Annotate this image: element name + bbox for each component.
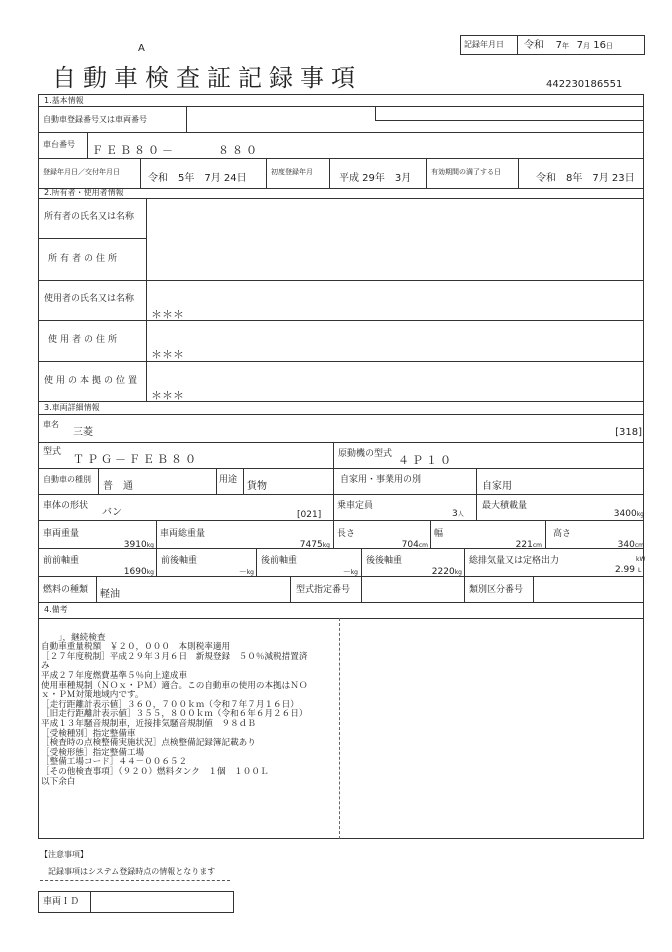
section2-heading: 2.所有者・使用者情報 [44, 188, 124, 197]
record-date-value: 令和 7年 7月 16日 [524, 40, 613, 51]
maker-value: 三菱 [73, 427, 93, 438]
capacity-label: 乗車定員 [337, 501, 374, 511]
remarks-line: ［２７年度税制］平成２９年３月６日 新規登録 ５０％減税措置済 [41, 651, 308, 662]
front-front-axle-value: 1690kg [123, 567, 154, 577]
user-addr-label: 使用者の住所 [48, 335, 121, 345]
remarks-line: ［整備工場コード］４４－００６５２ [41, 757, 188, 768]
remarks-line: ［走行距離計表示値］３６０，７００ｋｍ（令和７年７月１６日） [41, 699, 299, 710]
kind-label: 自動車の種別 [43, 475, 91, 484]
weight-value: 3910kg [123, 540, 154, 550]
base-location-label: 使用の本拠の位置 [44, 376, 141, 386]
capacity-value: 3人 [452, 509, 464, 519]
width-value: 221cm [515, 540, 542, 550]
remarks-line: ［その他検査事項］（９２０）燃料タンク １個 １００Ｌ [41, 766, 269, 777]
base-location-value: ＊＊＊ [151, 389, 184, 402]
reg-date-label: 登録年月日／交付年月日 [43, 168, 120, 176]
use-label: 用途 [219, 475, 238, 485]
front-rear-axle-label: 前後軸重 [161, 556, 198, 566]
use-value: 貨物 [247, 481, 267, 492]
first-reg-label: 初度登録年月 [271, 168, 313, 176]
user-addr-value: ＊＊＊ [151, 348, 184, 361]
fuel-type-label: 燃料の種類 [43, 585, 89, 595]
remarks-line: 平成２７年度燃費基準５％向上達成車 [41, 670, 188, 681]
user-name-value: ＊＊＊ [151, 308, 184, 321]
rear-front-axle-label: 後前軸重 [261, 556, 298, 566]
width-label: 幅 [434, 529, 444, 539]
body-shape-code: [021] [297, 510, 322, 520]
first-reg-value: 平成 29年 3月 [339, 173, 412, 184]
corner-mark: A [138, 43, 145, 54]
caution-heading: 【注意事項】 [40, 850, 88, 859]
business-value: 自家用 [482, 481, 512, 492]
remarks-line: 平成１３年騒音規制車，近接排気騒音規制値 ９８ｄＢ [41, 718, 256, 729]
gross-weight-label: 車両総重量 [160, 529, 206, 539]
remarks-line: み [41, 661, 50, 672]
displacement-unit-kw: kW [636, 556, 646, 563]
height-label: 高さ [553, 529, 572, 539]
gross-weight-value: 7475kg [299, 540, 330, 550]
section1-heading: 1.基本情報 [44, 96, 84, 105]
weight-label: 車両重量 [43, 529, 80, 539]
length-label: 長さ [337, 529, 356, 539]
remarks-line: 自動車重量税額 ￥２０，０００ 本則税率適用 [41, 642, 231, 653]
reg-date-value: 令和 5年 7月 24日 [148, 173, 247, 184]
rear-front-axle-value: －kg [342, 567, 358, 576]
remarks-line: ｘ・ＰＭ対策地域内です。 [41, 690, 144, 701]
body-shape-value: バン [102, 507, 122, 518]
remarks-line: ［旧走行距離計表示値］３５５，８００ｋｍ（令和６年６月２６日） [41, 709, 308, 720]
record-date-label: 記録年月日 [464, 40, 504, 49]
remarks-notes [41, 624, 307, 797]
max-load-label: 最大積載量 [482, 501, 528, 511]
engine-value: ４Ｐ１０ [398, 454, 454, 467]
model-label: 型式 [43, 447, 62, 457]
business-label: 自家用・事業用の別 [340, 475, 422, 485]
model-value: ＴＰＧ－ＦＥＢ８０ [73, 453, 199, 466]
class-number-label: 類別区分番号 [469, 585, 524, 595]
reg-number-label: 自動車登録番号又は車両番号 [43, 115, 147, 124]
rear-rear-axle-label: 後後軸重 [366, 556, 403, 566]
remarks-line: 使用車種規制（ＮＯｘ・ＰＭ）適合。この自動車の使用の本拠はＮＯ [41, 680, 308, 691]
height-value: 340cm [617, 540, 644, 550]
vehicle-id-label: 車両ＩＤ [43, 897, 80, 907]
fuel-type-value: 軽油 [100, 589, 120, 600]
length-value: 704cm [401, 540, 428, 550]
owner-addr-label: 所有者の住所 [48, 254, 121, 264]
displacement-value: 2.99 [614, 565, 635, 575]
max-load-value: 3400kg [613, 509, 644, 519]
remarks-line: 」，継続検査 [41, 632, 106, 643]
type-designation-label: 型式指定番号 [296, 585, 351, 595]
remarks-line: 以下余白 [41, 776, 76, 787]
displacement-unit-l: L [638, 567, 642, 574]
section4-heading: 4.備考 [44, 605, 68, 614]
maker-code: [318] [615, 427, 642, 438]
remarks-line: ［受検形態］指定整備工場 [41, 747, 145, 758]
body-shape-label: 車体の形状 [43, 501, 89, 511]
displacement-label: 総排気量又は定格出力 [469, 556, 560, 566]
expiry-label: 有効期間の満了する日 [431, 168, 501, 176]
owner-name-label: 所有者の氏名又は名称 [44, 212, 135, 222]
chassis-label: 車台番号 [43, 140, 75, 149]
section3-heading: 3.車両詳細情報 [44, 403, 100, 412]
caution-text: 記録事項はシステム登録時点の情報となります [48, 867, 216, 876]
remarks-line: ［検査時の点検整備実施状況］点検整備記録簿記載あり [41, 738, 256, 749]
kind-value: 普 通 [103, 481, 133, 492]
user-name-label: 使用者の氏名又は名称 [44, 294, 135, 304]
front-front-axle-label: 前前軸重 [43, 556, 80, 566]
expiry-value: 令和 8年 7月 23日 [536, 173, 635, 184]
document-title: 自動車検査証記録事項 [52, 64, 362, 92]
serial-number: 442230186551 [546, 79, 623, 90]
chassis-value: ＦＥＢ８０－ ８８０ [92, 144, 260, 157]
maker-label: 車名 [43, 420, 59, 429]
rear-rear-axle-value: 2220kg [431, 567, 462, 577]
front-rear-axle-value: －kg [238, 567, 254, 576]
engine-label: 原動機の型式 [338, 449, 393, 459]
remarks-line: ［受検種別］指定整備車 [41, 728, 136, 739]
